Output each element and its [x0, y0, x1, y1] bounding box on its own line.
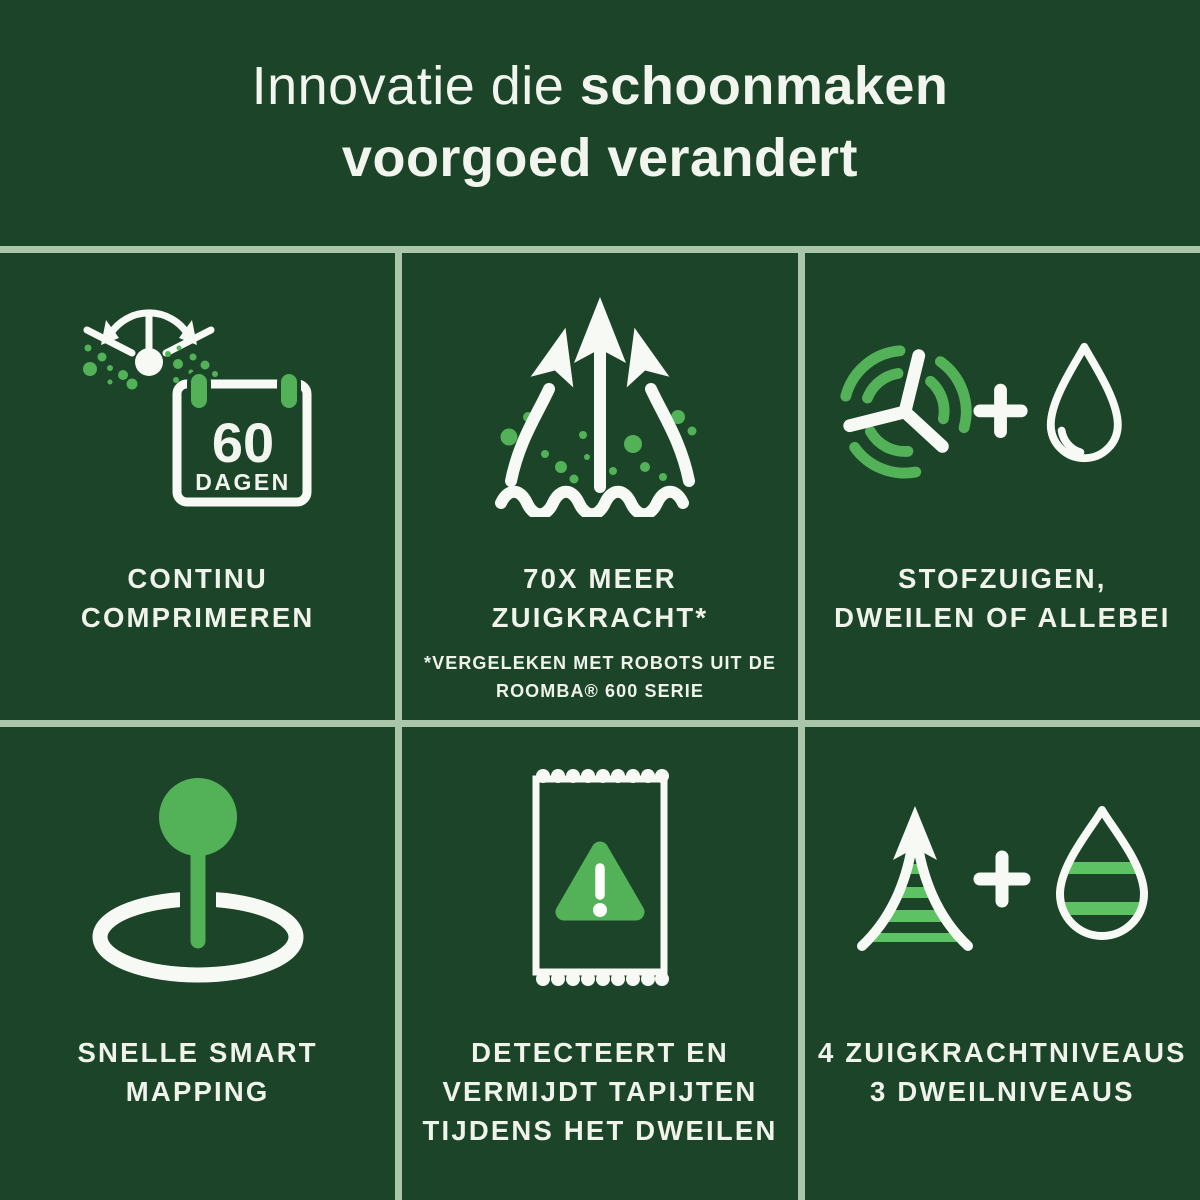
feature-grid	[0, 246, 1200, 1200]
suction-arrows-icon	[495, 289, 705, 517]
compress-calendar-icon	[80, 296, 316, 510]
tile-vacuum-mop	[805, 253, 1200, 720]
floor-wave	[501, 492, 683, 515]
tile-levels	[805, 727, 1200, 1200]
water-drop-icon	[1051, 346, 1118, 457]
plus-icon	[980, 857, 1024, 901]
tile-carpet-caption	[422, 1033, 777, 1150]
tile-vacuum-mop-icon-area	[805, 253, 1200, 553]
caption-line: DWEILEN OF ALLEBEI	[834, 602, 1171, 634]
title-regular-text: Innovatie die	[251, 56, 565, 117]
header	[0, 0, 1200, 246]
pin-head	[159, 778, 237, 856]
tile-suction	[402, 253, 797, 720]
calendar-60-dagen	[177, 370, 307, 502]
caption-line: STOFZUIGEN,	[898, 563, 1107, 594]
caption-line: VERMIJDT TAPIJTEN	[442, 1076, 758, 1108]
plus-icon	[980, 390, 1021, 431]
tile-mapping-caption	[78, 1033, 318, 1111]
tile-carpet	[402, 727, 797, 1200]
tile-suction-caption	[492, 559, 709, 637]
fan-plus-drop-icon	[832, 322, 1172, 485]
tile-levels-caption	[818, 1033, 1187, 1111]
caption-line: SNELLE SMART	[77, 1037, 318, 1068]
levels-icon	[852, 798, 1152, 956]
tile-compression-icon-area	[0, 253, 395, 553]
caption-line: 3 DWEILNIVEAUS	[870, 1076, 1135, 1108]
calendar-number: 60	[211, 411, 274, 474]
caption-line: CONTINU	[127, 563, 268, 594]
tile-compression	[0, 253, 395, 720]
caption-line: TIJDENS HET DWEILEN	[422, 1115, 778, 1147]
map-pin-icon	[92, 771, 304, 983]
page-title	[252, 51, 949, 195]
tile-mapping-icon-area	[0, 727, 395, 1027]
tile-compression-caption	[81, 559, 315, 637]
tile-mapping	[0, 727, 395, 1200]
title-bold-text: schoonmaken	[579, 56, 949, 117]
tile-vacuum-mop-caption	[834, 559, 1171, 637]
exclamation-dot	[593, 903, 607, 917]
tile-levels-icon-area	[805, 727, 1200, 1027]
title-line-2: voorgoed verandert	[341, 128, 859, 188]
tile-carpet-icon-area	[402, 727, 797, 1027]
caption-line: COMPRIMEREN	[80, 602, 315, 634]
title-line-1	[252, 51, 949, 123]
footnote-line: *VERGELEKEN MET ROBOTS UIT DE	[424, 653, 776, 674]
caption-line: ZUIGKRACHT*	[491, 602, 709, 634]
tile-suction-icon-area	[402, 253, 797, 553]
caption-line: DETECTEERT EN	[471, 1037, 729, 1068]
carpet-warning-icon	[531, 768, 669, 987]
caption-line: MAPPING	[125, 1076, 270, 1108]
calendar-label: DAGEN	[194, 469, 291, 495]
footnote-line: ROOMBA® 600 SERIE	[495, 680, 704, 701]
caption-line: 4 ZUIGKRACHTNIVEAUS	[817, 1037, 1187, 1068]
tile-suction-footnote	[424, 650, 776, 706]
caption-line: 70X MEER	[523, 563, 677, 594]
